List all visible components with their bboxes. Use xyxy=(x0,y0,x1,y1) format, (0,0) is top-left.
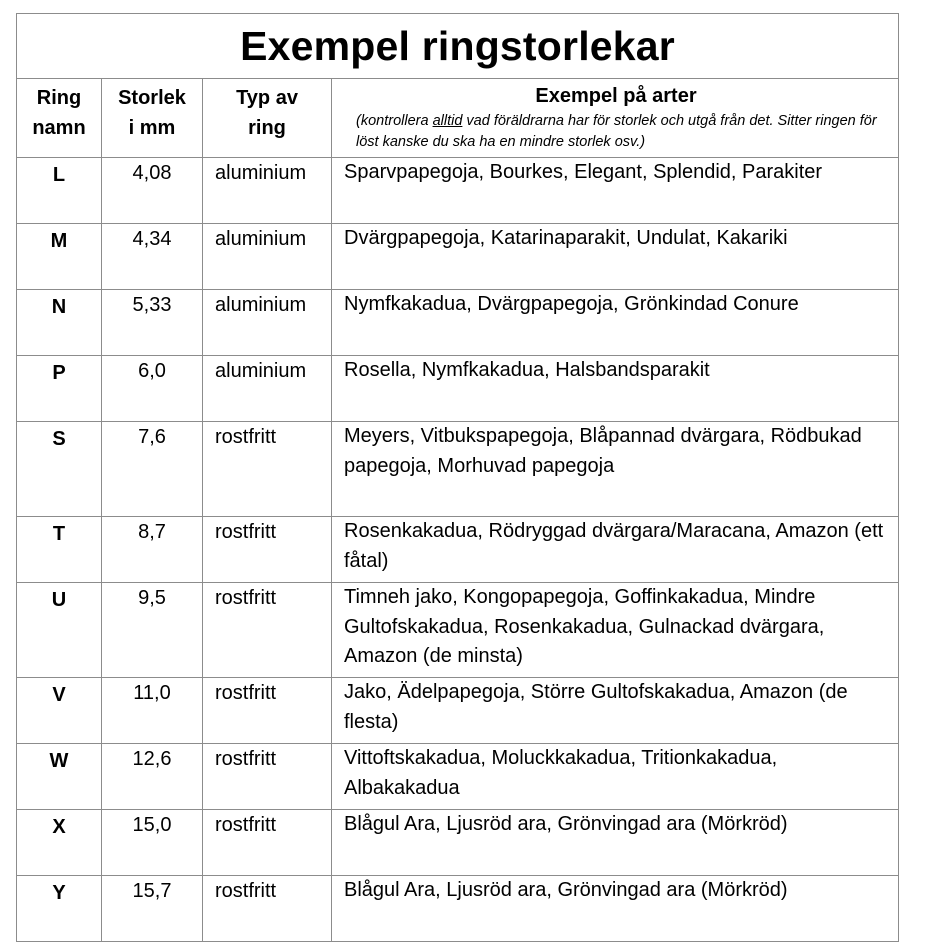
type-cell: rostfritt xyxy=(203,810,332,876)
table-row xyxy=(17,876,899,942)
header-type-line1: Typ av xyxy=(236,87,298,109)
table-row xyxy=(17,517,899,583)
type-cell: rostfritt xyxy=(203,583,332,678)
header-note-part2: vad föräldrarna har för storlek och utgå från det. Sitter ringen för löst kanske du ska ha en mindre storlek osv.) xyxy=(356,113,877,150)
species-cell: Blågul Ara, Ljusröd ara, Grönvingad ara (Mörkröd) xyxy=(332,876,899,942)
table-row xyxy=(17,810,899,876)
size-cell: 4,08 xyxy=(102,158,203,224)
species-cell: Vittoftskakadua, Moluckkakadua, Tritionkakadua, Albakakadua xyxy=(332,744,899,810)
header-row xyxy=(17,79,899,158)
header-species xyxy=(332,79,899,158)
ring-name-cell: T xyxy=(17,517,102,583)
ring-name-cell: S xyxy=(17,422,102,517)
size-cell: 9,5 xyxy=(102,583,203,678)
species-cell: Sparvpapegoja, Bourkes, Elegant, Splendid, Parakiter xyxy=(332,158,899,224)
type-cell: aluminium xyxy=(203,158,332,224)
size-cell: 8,7 xyxy=(102,517,203,583)
table-row xyxy=(17,290,899,356)
ring-name-cell: V xyxy=(17,678,102,744)
type-cell: rostfritt xyxy=(203,517,332,583)
size-cell: 7,6 xyxy=(102,422,203,517)
table-row xyxy=(17,744,899,810)
header-note-underlined: alltid xyxy=(432,113,463,129)
type-cell: rostfritt xyxy=(203,678,332,744)
species-cell: Jako, Ädelpapegoja, Större Gultofskakadua, Amazon (de flesta) xyxy=(332,678,899,744)
species-cell: Nymfkakadua, Dvärgpapegoja, Grönkindad Conure xyxy=(332,290,899,356)
header-size-line1: Storlek xyxy=(118,87,186,109)
header-size-line2: i mm xyxy=(128,117,176,139)
ring-name-cell: X xyxy=(17,810,102,876)
table-row xyxy=(17,224,899,290)
ring-name-cell: U xyxy=(17,583,102,678)
table-row xyxy=(17,422,899,517)
size-cell: 15,7 xyxy=(102,876,203,942)
type-cell: aluminium xyxy=(203,290,332,356)
ring-name-cell: Y xyxy=(17,876,102,942)
table-row xyxy=(17,583,899,678)
species-cell: Blågul Ara, Ljusröd ara, Grönvingad ara (Mörkröd) xyxy=(332,810,899,876)
type-cell: aluminium xyxy=(203,224,332,290)
size-cell: 11,0 xyxy=(102,678,203,744)
species-cell: Rosella, Nymfkakadua, Halsbandsparakit xyxy=(332,356,899,422)
species-cell: Timneh jako, Kongopapegoja, Goffinkakadua, Mindre Gultofskakadua, Rosenkakadua, Gulnackad dvärgara, Amazon (de minsta) xyxy=(332,583,899,678)
ring-name-cell: P xyxy=(17,356,102,422)
header-note-part1: (kontrollera xyxy=(356,113,433,129)
size-cell: 12,6 xyxy=(102,744,203,810)
ring-size-table xyxy=(16,13,899,942)
table-title: Exempel ringstorlekar xyxy=(17,14,899,79)
header-note xyxy=(344,107,888,153)
size-cell: 4,34 xyxy=(102,224,203,290)
table-row xyxy=(17,158,899,224)
header-ring-name-line2: namn xyxy=(32,117,86,139)
header-type xyxy=(203,79,332,158)
type-cell: rostfritt xyxy=(203,876,332,942)
ring-name-cell: M xyxy=(17,224,102,290)
header-species-label: Exempel på arter xyxy=(535,85,697,107)
header-size xyxy=(102,79,203,158)
size-cell: 6,0 xyxy=(102,356,203,422)
ring-name-cell: W xyxy=(17,744,102,810)
species-cell: Dvärgpapegoja, Katarinaparakit, Undulat, Kakariki xyxy=(332,224,899,290)
type-cell: rostfritt xyxy=(203,422,332,517)
ring-name-cell: L xyxy=(17,158,102,224)
species-cell: Rosenkakadua, Rödryggad dvärgara/Maracana, Amazon (ett fåtal) xyxy=(332,517,899,583)
type-cell: aluminium xyxy=(203,356,332,422)
size-cell: 5,33 xyxy=(102,290,203,356)
size-cell: 15,0 xyxy=(102,810,203,876)
ring-name-cell: N xyxy=(17,290,102,356)
table-row xyxy=(17,356,899,422)
header-ring-name xyxy=(17,79,102,158)
table-row xyxy=(17,678,899,744)
header-ring-name-line1: Ring xyxy=(36,87,82,109)
type-cell: rostfritt xyxy=(203,744,332,810)
header-type-line2: ring xyxy=(248,117,286,139)
species-cell: Meyers, Vitbukspapegoja, Blåpannad dvärgara, Rödbukad papegoja, Morhuvad papegoja xyxy=(332,422,899,517)
